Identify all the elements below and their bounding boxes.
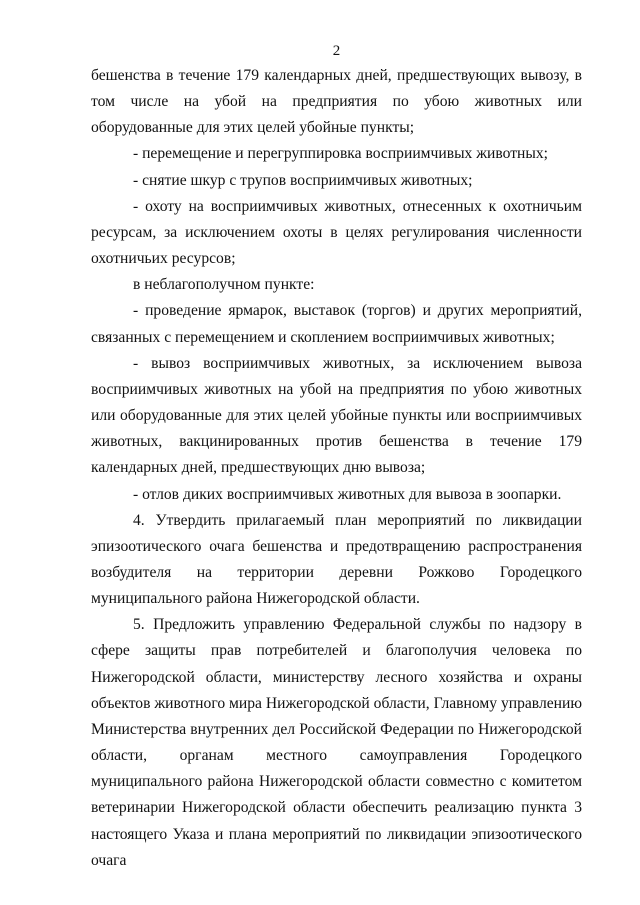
- paragraph-7: - вывоз восприимчивых животных, за исключением вывоза восприимчивых животных на убой на предприятия по убою животных или оборудованные для этих целей убойные пункты или восприимчивых животных, вакцинированных против бешенства в течение 179 календарных дней, предшествующих дню вывоза;: [91, 354, 582, 477]
- paragraph-8: - отлов диких восприимчивых животных для вывоза в зоопарки.: [133, 485, 562, 503]
- paragraph-4: - охоту на восприимчивых животных, отнесенных к охотничьим ресурсам, за исключением охоты в целях регулирования численности охотничьих ресурсов;: [91, 197, 582, 268]
- paragraph-2: - перемещение и перегруппировка восприимчивых животных;: [133, 145, 548, 163]
- paragraph-9: 4. Утвердить прилагаемый план мероприятий по ликвидации эпизоотического очага бешенства и предотвращению распространения возбудителя на территории деревни Рожково Городецкого муниципального района Нижегородской области.: [91, 511, 582, 608]
- paragraph-1: бешенства в течение 179 календарных дней, предшествующих вывозу, в том числе на убой на предприятия по убою животных или оборудованные для этих целей убойные пункты;: [91, 67, 582, 137]
- paragraph-10: 5. Предложить управлению Федеральной службы по надзору в сфере защиты прав потребителей и благополучия человека по Нижегородской области, министерству лесного хозяйства и охраны объектов животного мира Нижегородской области, Главному управлению Министерства внутренних дел Российской Федерации по Нижегородской области, органам местного самоуправления Городецкого муниципального района Нижегородской области совместно с комитетом ветеринарии Нижегородской области обеспечить реализацию пункта 3 настоящего Указа и плана мероприятий по ликвидации эпизоотического очага: [91, 616, 582, 869]
- paragraph-6: - проведение ярмарок, выставок (торгов) и других мероприятий, связанных с перемещением и скоплением восприимчивых животных;: [91, 302, 582, 346]
- paragraph-5: в неблагополучном пункте:: [133, 276, 315, 294]
- page-number: 2: [332, 43, 341, 59]
- paragraph-3: - снятие шкур с трупов восприимчивых животных;: [133, 171, 473, 189]
